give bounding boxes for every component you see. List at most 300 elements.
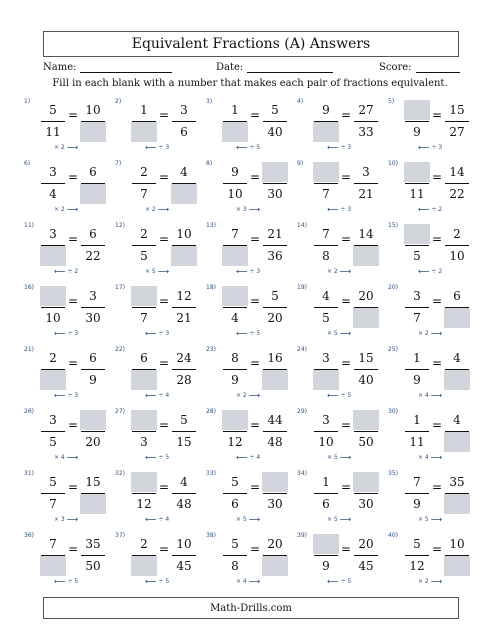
problem: [382, 408, 468, 470]
answer-blank[interactable]: [444, 370, 470, 390]
answer-blank[interactable]: [353, 472, 379, 492]
problem: [291, 284, 377, 346]
operation-text: × 4: [236, 578, 247, 585]
problem-number: 6): [24, 160, 31, 167]
problem: [382, 222, 468, 284]
fraction-b: [262, 534, 288, 578]
fraction-a: [40, 100, 66, 144]
problem: [18, 532, 104, 594]
numerator: 35: [85, 537, 101, 551]
denominator: 3: [140, 435, 148, 449]
operation-hint: [327, 392, 351, 399]
problem-number: 10): [388, 160, 398, 167]
equals-sign: =: [432, 232, 443, 246]
problem-number: 4): [297, 98, 304, 105]
numerator: 3: [49, 227, 57, 241]
problem-number: 15): [388, 222, 398, 229]
arrow-right-icon: ⟶: [66, 452, 79, 462]
fraction-a: [313, 100, 339, 144]
equals-sign: =: [68, 418, 79, 432]
fraction-bar: [263, 245, 287, 246]
problem: [291, 98, 377, 160]
numerator: 3: [49, 413, 57, 427]
problem-number: 13): [206, 222, 216, 229]
fraction-a: [40, 162, 66, 206]
fraction-bar: [172, 307, 196, 308]
fraction-a: [313, 472, 339, 516]
fraction-bar: [405, 183, 429, 184]
fraction-b: [171, 224, 197, 268]
arrow-right-icon: ⟶: [66, 204, 79, 214]
score-line[interactable]: [416, 61, 460, 73]
problem: [200, 470, 286, 532]
operation-hint: [145, 454, 169, 461]
fraction-bar: [314, 369, 338, 370]
equals-sign: =: [159, 108, 170, 122]
fraction-b: [353, 224, 379, 268]
operation-hint: [327, 330, 351, 337]
operation-text: ÷ 5: [249, 330, 261, 337]
problem: [200, 160, 286, 222]
fraction-a: [40, 224, 66, 268]
equals-sign: =: [432, 170, 443, 184]
fraction-b: [262, 410, 288, 454]
arrow-right-icon: ⟶: [339, 266, 352, 276]
equals-sign: =: [432, 480, 443, 494]
fraction-a: [313, 286, 339, 330]
name-field: [43, 61, 172, 73]
fraction-bar: [354, 183, 378, 184]
operation-hint: [145, 144, 169, 151]
denominator: 5: [322, 311, 330, 325]
denominator: 12: [136, 497, 152, 511]
denominator: 48: [267, 435, 283, 449]
problem-number: 20): [388, 284, 398, 291]
answer-blank[interactable]: [40, 370, 66, 390]
problem: [382, 160, 468, 222]
operation-text: ÷ 2: [67, 268, 79, 275]
equals-sign: =: [432, 356, 443, 370]
denominator: 7: [322, 187, 330, 201]
fraction-b: [353, 348, 379, 392]
fraction-b: [353, 162, 379, 206]
arrow-left-icon: ⟵: [236, 328, 248, 338]
arrow-left-icon: ⟵: [145, 142, 157, 152]
fraction-bar: [354, 555, 378, 556]
answer-blank[interactable]: [313, 370, 339, 390]
problem-number: 26): [24, 408, 34, 415]
operation-hint: [236, 516, 260, 523]
denominator: 21: [176, 311, 192, 325]
answer-blank[interactable]: [40, 286, 66, 306]
numerator: 6: [453, 289, 461, 303]
fraction-b: [444, 162, 470, 206]
fraction-bar: [314, 245, 338, 246]
denominator: 36: [267, 249, 283, 263]
answer-blank[interactable]: [80, 184, 106, 204]
numerator: 4: [453, 413, 461, 427]
numerator: 15: [85, 475, 101, 489]
operation-text: ÷ 5: [340, 578, 352, 585]
fraction-bar: [172, 493, 196, 494]
fraction-a: [222, 534, 248, 578]
fraction-a: [404, 286, 430, 330]
answer-blank[interactable]: [444, 432, 470, 452]
numerator: 20: [267, 537, 283, 551]
numerator: 5: [271, 103, 279, 117]
denominator: 8: [231, 559, 239, 573]
equals-sign: =: [250, 418, 261, 432]
arrow-right-icon: ⟶: [157, 266, 170, 276]
fraction-b: [444, 286, 470, 330]
numerator: 7: [231, 227, 239, 241]
arrow-right-icon: ⟶: [248, 576, 261, 586]
operation-text: ÷ 3: [158, 144, 170, 151]
fraction-bar: [405, 369, 429, 370]
problem: [109, 222, 195, 284]
problem-number: 29): [297, 408, 307, 415]
numerator: 6: [89, 227, 97, 241]
fraction-bar: [132, 121, 156, 122]
numerator: 10: [176, 537, 192, 551]
answer-blank[interactable]: [353, 410, 379, 430]
answer-blank[interactable]: [222, 286, 248, 306]
fraction-bar: [132, 555, 156, 556]
answer-blank[interactable]: [262, 370, 288, 390]
denominator: 9: [413, 373, 421, 387]
answer-blank[interactable]: [444, 494, 470, 514]
numerator: 7: [49, 537, 57, 551]
answer-blank[interactable]: [444, 308, 470, 328]
equals-sign: =: [432, 294, 443, 308]
problem: [18, 160, 104, 222]
answer-blank[interactable]: [222, 246, 248, 266]
fraction-bar: [405, 493, 429, 494]
operation-hint: [327, 578, 351, 585]
fraction-b: [444, 348, 470, 392]
operation-hint: [145, 206, 169, 213]
answer-blank[interactable]: [131, 122, 157, 142]
problem-number: 39): [297, 532, 307, 539]
equals-sign: =: [341, 418, 352, 432]
fraction-bar: [223, 431, 247, 432]
arrow-right-icon: ⟶: [157, 204, 170, 214]
operation-text: × 4: [54, 454, 65, 461]
problem: [18, 408, 104, 470]
answer-blank[interactable]: [131, 556, 157, 576]
numerator: 3: [49, 165, 57, 179]
answer-blank[interactable]: [131, 370, 157, 390]
fraction-bar: [223, 307, 247, 308]
equals-sign: =: [68, 108, 79, 122]
equals-sign: =: [341, 356, 352, 370]
equals-sign: =: [159, 480, 170, 494]
arrow-left-icon: ⟵: [145, 452, 157, 462]
arrow-left-icon: ⟵: [418, 266, 430, 276]
problem: [382, 532, 468, 594]
problem-number: 33): [206, 470, 216, 477]
equals-sign: =: [250, 108, 261, 122]
fraction-b: [80, 348, 106, 392]
problem-number: 37): [115, 532, 125, 539]
operation-text: × 2: [54, 206, 65, 213]
fraction-bar: [263, 307, 287, 308]
numerator: 14: [358, 227, 374, 241]
denominator: 11: [409, 435, 425, 449]
fraction-bar: [263, 183, 287, 184]
problem-number: 27): [115, 408, 125, 415]
answer-blank[interactable]: [404, 162, 430, 182]
fraction-bar: [263, 369, 287, 370]
fraction-b: [171, 100, 197, 144]
fraction-a: [313, 224, 339, 268]
date-line[interactable]: [247, 61, 333, 73]
fraction-a: [222, 348, 248, 392]
fraction-a: [222, 162, 248, 206]
arrow-left-icon: ⟵: [54, 576, 66, 586]
answer-blank[interactable]: [80, 122, 106, 142]
problem: [109, 470, 195, 532]
problem: [109, 408, 195, 470]
answer-blank[interactable]: [262, 162, 288, 182]
fraction-b: [353, 410, 379, 454]
equals-sign: =: [341, 170, 352, 184]
numerator: 6: [140, 351, 148, 365]
operation-text: × 2: [327, 268, 338, 275]
answer-blank[interactable]: [80, 410, 106, 430]
denominator: 10: [45, 311, 61, 325]
denominator: 45: [176, 559, 192, 573]
operation-text: ÷ 5: [67, 578, 79, 585]
denominator: 28: [176, 373, 192, 387]
operation-hint: [418, 516, 442, 523]
fraction-b: [80, 162, 106, 206]
equals-sign: =: [68, 294, 79, 308]
arrow-right-icon: ⟶: [339, 514, 352, 524]
fraction-bar: [132, 183, 156, 184]
problem: [109, 160, 195, 222]
arrow-left-icon: ⟵: [418, 142, 430, 152]
numerator: 27: [358, 103, 374, 117]
fraction-bar: [81, 245, 105, 246]
denominator: 20: [85, 435, 101, 449]
numerator: 20: [358, 537, 374, 551]
denominator: 7: [140, 187, 148, 201]
answer-blank[interactable]: [262, 556, 288, 576]
equals-sign: =: [159, 232, 170, 246]
answer-blank[interactable]: [222, 410, 248, 430]
answer-blank[interactable]: [353, 246, 379, 266]
arrow-left-icon: ⟵: [54, 328, 66, 338]
operation-text: ÷ 4: [249, 454, 261, 461]
operation-text: × 2: [418, 578, 429, 585]
fraction-bar: [41, 555, 65, 556]
fraction-bar: [41, 183, 65, 184]
problem-number: 36): [24, 532, 34, 539]
fraction-b: [353, 100, 379, 144]
fraction-bar: [223, 121, 247, 122]
fraction-bar: [223, 369, 247, 370]
equals-sign: =: [341, 542, 352, 556]
denominator: 45: [358, 559, 374, 573]
numerator: 4: [180, 165, 188, 179]
operation-hint: [54, 268, 78, 275]
answer-blank[interactable]: [131, 472, 157, 492]
denominator: 7: [140, 311, 148, 325]
equals-sign: =: [250, 356, 261, 370]
problem: [382, 346, 468, 408]
arrow-left-icon: ⟵: [54, 266, 66, 276]
fraction-b: [171, 410, 197, 454]
arrow-left-icon: ⟵: [327, 142, 339, 152]
denominator: 7: [49, 497, 57, 511]
problem: [18, 470, 104, 532]
operation-text: ÷ 2: [431, 206, 443, 213]
fraction-a: [131, 472, 157, 516]
problem-number: 3): [206, 98, 213, 105]
denominator: 9: [89, 373, 97, 387]
operation-text: × 5: [236, 516, 247, 523]
fraction-b: [444, 472, 470, 516]
numerator: 21: [267, 227, 283, 241]
denominator: 30: [85, 311, 101, 325]
equals-sign: =: [432, 418, 443, 432]
arrow-right-icon: ⟶: [66, 142, 79, 152]
operation-hint: [54, 454, 78, 461]
denominator: 10: [318, 435, 334, 449]
problem-number: 21): [24, 346, 34, 353]
denominator: 8: [322, 249, 330, 263]
operation-hint: [145, 578, 169, 585]
numerator: 15: [358, 351, 374, 365]
arrow-left-icon: ⟵: [236, 452, 248, 462]
numerator: 5: [271, 289, 279, 303]
equals-sign: =: [159, 356, 170, 370]
operation-hint: [236, 206, 260, 213]
score-field: [379, 61, 460, 73]
answer-blank[interactable]: [222, 122, 248, 142]
fraction-b: [444, 100, 470, 144]
denominator: 12: [227, 435, 243, 449]
arrow-left-icon: ⟵: [327, 204, 339, 214]
numerator: 35: [449, 475, 465, 489]
fraction-a: [313, 534, 339, 578]
answer-blank[interactable]: [313, 162, 339, 182]
answer-blank[interactable]: [171, 246, 197, 266]
name-line[interactable]: [80, 61, 172, 73]
fraction-bar: [81, 493, 105, 494]
denominator: 20: [267, 311, 283, 325]
problem-number: 40): [388, 532, 398, 539]
operation-hint: [145, 392, 169, 399]
answer-blank[interactable]: [313, 534, 339, 554]
denominator: 9: [322, 559, 330, 573]
problem: [109, 98, 195, 160]
numerator: 6: [89, 351, 97, 365]
arrow-right-icon: ⟶: [430, 514, 443, 524]
answer-blank[interactable]: [404, 100, 430, 120]
fraction-bar: [314, 121, 338, 122]
answer-blank[interactable]: [444, 556, 470, 576]
fraction-bar: [172, 369, 196, 370]
operation-hint: [418, 144, 442, 151]
problem: [109, 532, 195, 594]
problem: [291, 470, 377, 532]
fraction-a: [222, 286, 248, 330]
answer-blank[interactable]: [40, 246, 66, 266]
fraction-a: [313, 348, 339, 392]
operation-hint: [327, 454, 351, 461]
answer-blank[interactable]: [80, 494, 106, 514]
date-label: Date:: [216, 62, 244, 73]
answer-blank[interactable]: [131, 410, 157, 430]
arrow-left-icon: ⟵: [236, 142, 248, 152]
equals-sign: =: [159, 542, 170, 556]
problem: [18, 98, 104, 160]
fraction-bar: [445, 121, 469, 122]
fraction-bar: [172, 183, 196, 184]
fraction-bar: [41, 307, 65, 308]
fraction-b: [262, 472, 288, 516]
problem: [200, 222, 286, 284]
answer-blank[interactable]: [262, 472, 288, 492]
operation-text: ÷ 3: [340, 206, 352, 213]
answer-blank[interactable]: [40, 556, 66, 576]
operation-text: × 2: [236, 392, 247, 399]
equals-sign: =: [250, 542, 261, 556]
problem-number: 28): [206, 408, 216, 415]
denominator: 22: [85, 249, 101, 263]
fraction-a: [131, 286, 157, 330]
denominator: 22: [449, 187, 465, 201]
operation-hint: [327, 206, 351, 213]
answer-blank[interactable]: [171, 184, 197, 204]
fraction-b: [353, 472, 379, 516]
problem: [109, 346, 195, 408]
problem-number: 9): [297, 160, 304, 167]
problem-number: 24): [297, 346, 307, 353]
fraction-a: [40, 286, 66, 330]
fraction-a: [40, 472, 66, 516]
operation-text: ÷ 2: [431, 268, 443, 275]
problem: [109, 284, 195, 346]
fraction-bar: [172, 555, 196, 556]
fraction-bar: [445, 555, 469, 556]
fraction-a: [222, 224, 248, 268]
denominator: 40: [358, 373, 374, 387]
operation-text: ÷ 5: [249, 144, 261, 151]
numerator: 10: [176, 227, 192, 241]
equals-sign: =: [341, 108, 352, 122]
answer-blank[interactable]: [404, 224, 430, 244]
numerator: 1: [231, 103, 239, 117]
answer-blank[interactable]: [313, 122, 339, 142]
operation-hint: [54, 392, 78, 399]
problem: [291, 532, 377, 594]
arrow-right-icon: ⟶: [430, 576, 443, 586]
operation-hint: [236, 330, 260, 337]
answer-blank[interactable]: [131, 286, 157, 306]
numerator: 3: [322, 351, 330, 365]
answer-blank[interactable]: [353, 308, 379, 328]
denominator: 9: [231, 373, 239, 387]
fraction-bar: [354, 431, 378, 432]
fraction-a: [131, 162, 157, 206]
numerator: 2: [140, 537, 148, 551]
problem: [291, 160, 377, 222]
operation-hint: [418, 454, 442, 461]
operation-text: ÷ 3: [249, 268, 261, 275]
